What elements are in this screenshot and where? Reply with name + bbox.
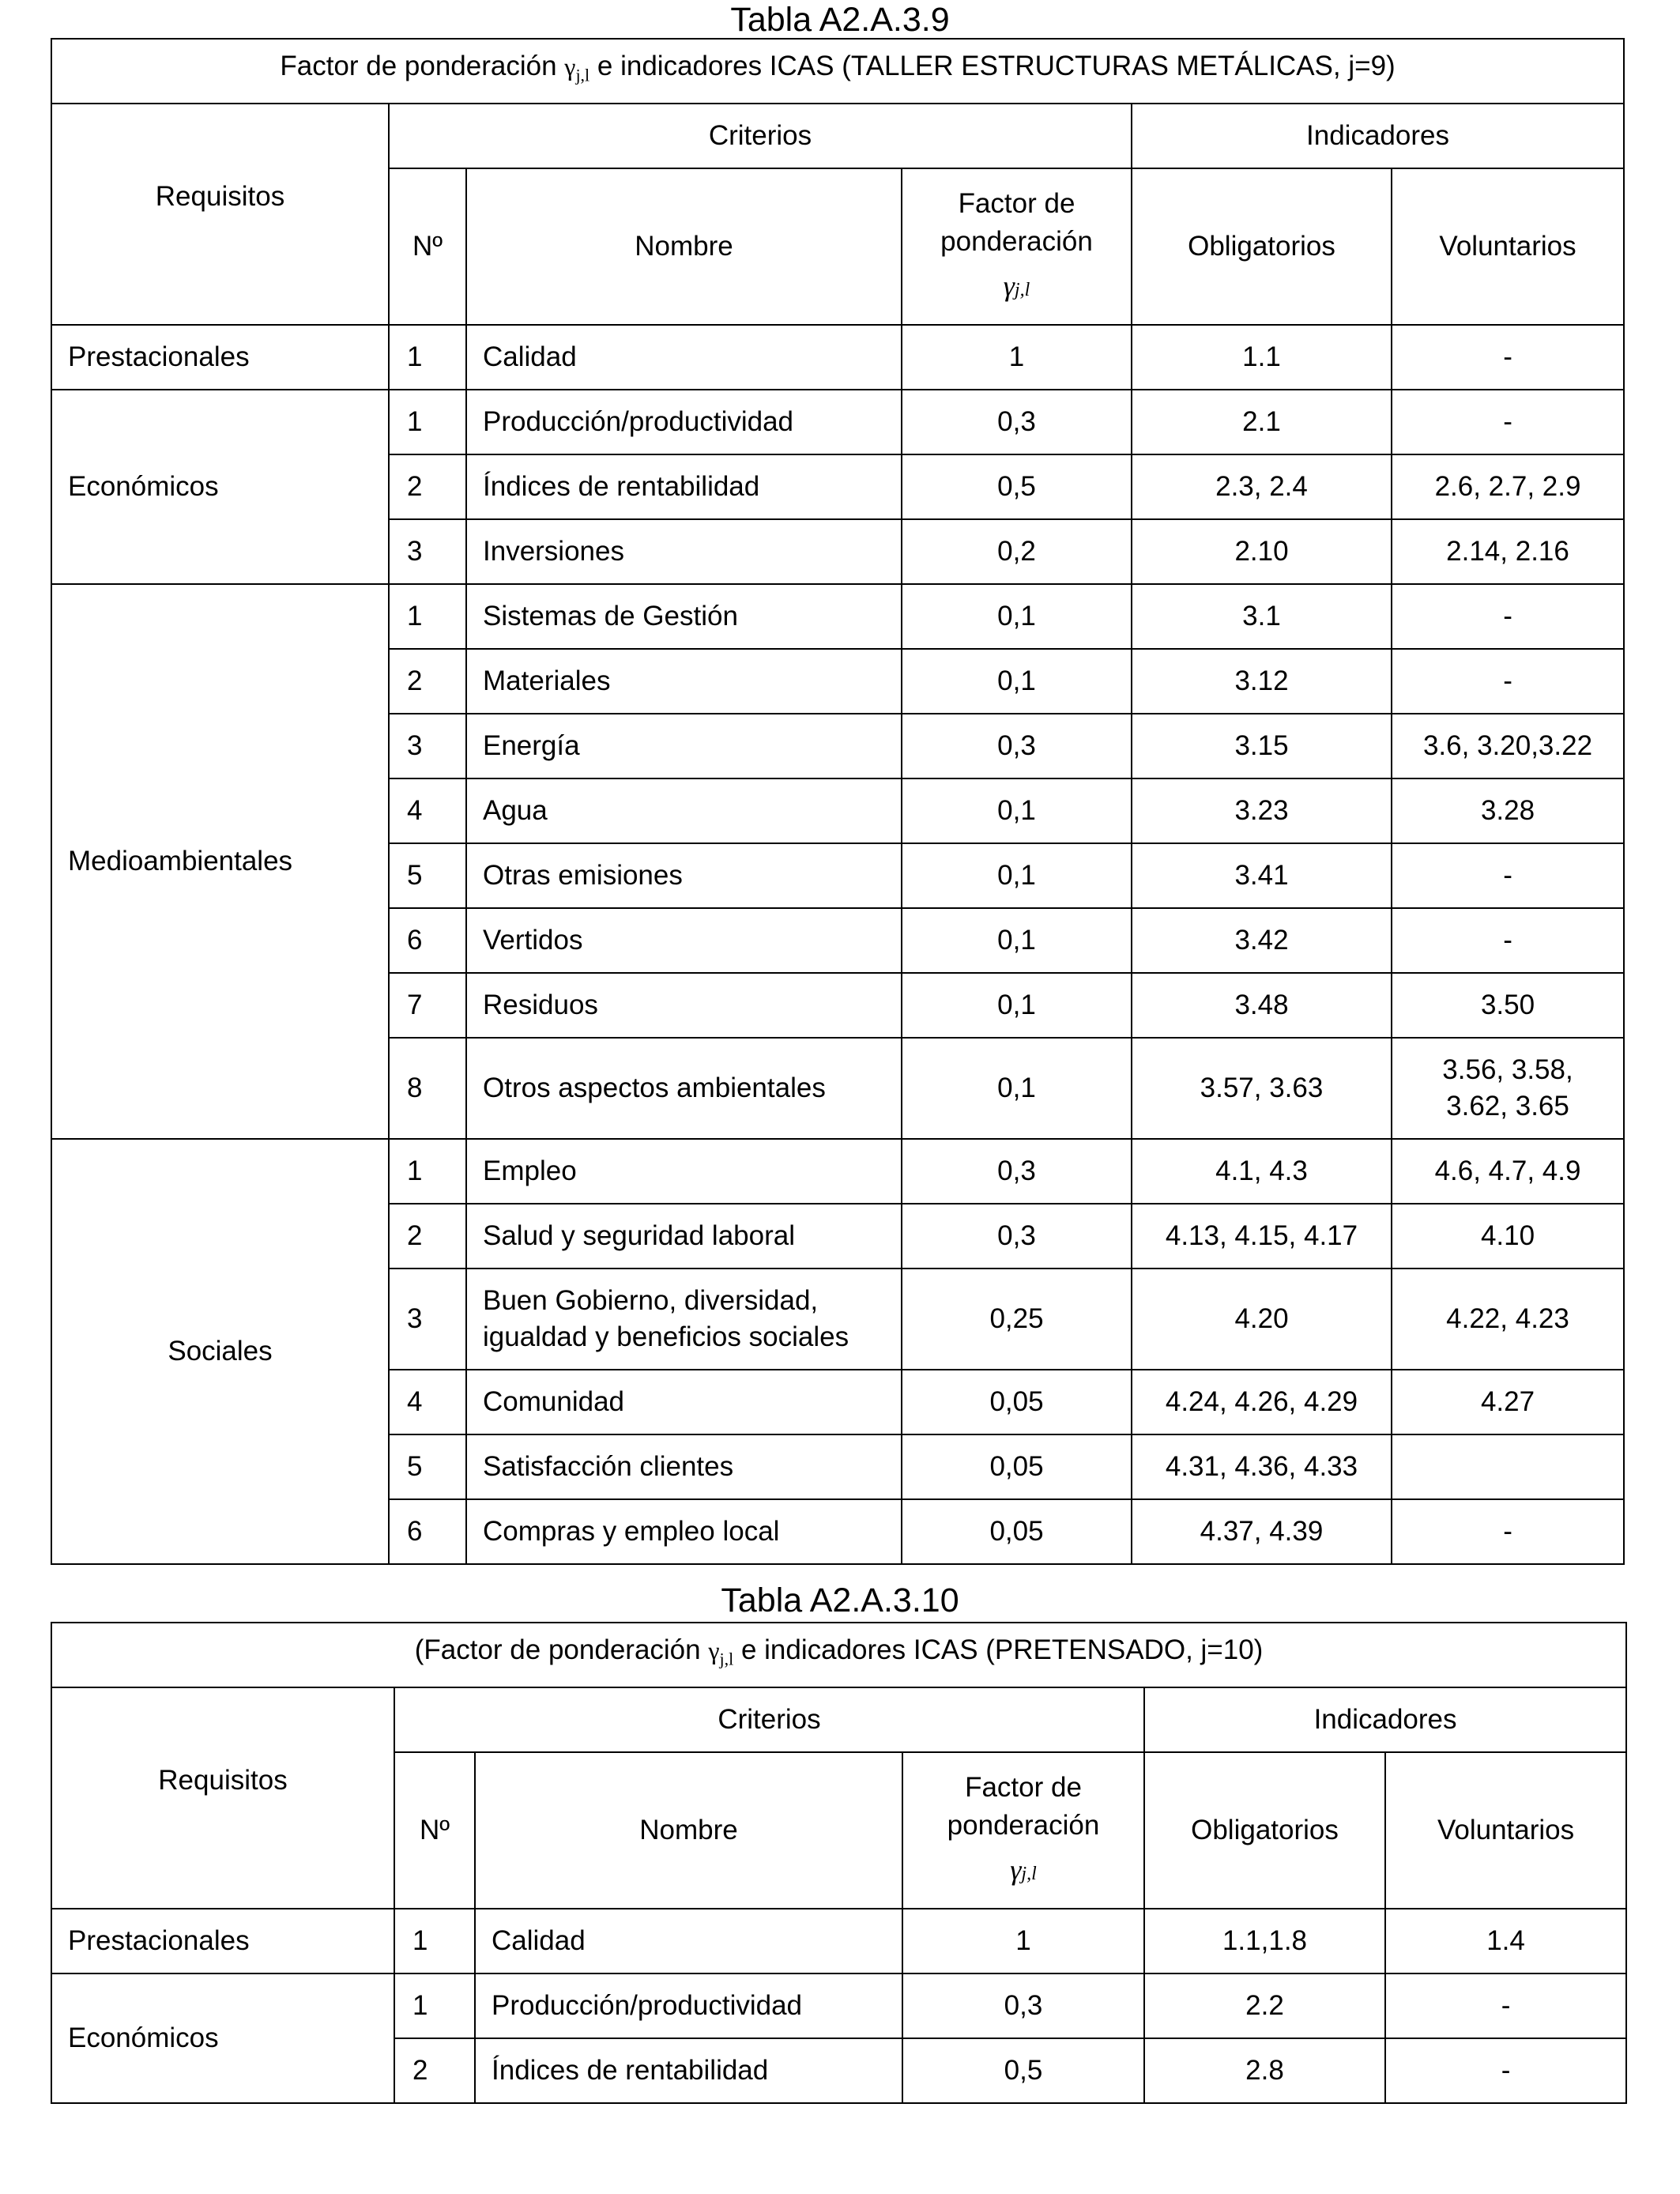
criterion-name: Índices de rentabilidad [466, 454, 902, 519]
header-no: Nº [394, 1752, 475, 1909]
mandatory-indicators: 3.23 [1132, 778, 1392, 843]
header-requisitos: Requisitos [51, 104, 389, 325]
header-requisitos: Requisitos [51, 1687, 394, 1909]
weighting-table [51, 38, 1625, 1565]
criterion-name: Inversiones [466, 519, 902, 584]
weighting-factor: 1 [902, 325, 1132, 390]
criterion-number: 2 [389, 1204, 466, 1269]
table-caption: Tabla A2.A.3.9 [730, 1, 950, 39]
table-title [51, 1623, 1626, 1687]
mandatory-indicators: 2.8 [1144, 2038, 1385, 2103]
criterion-number: 1 [389, 1139, 466, 1204]
criterion-name: Producción/productividad [466, 390, 902, 454]
voluntary-indicators: - [1392, 390, 1624, 454]
weighting-factor: 0,3 [902, 714, 1132, 778]
table-row [51, 584, 1624, 649]
voluntary-indicators: 3.6, 3.20,3.22 [1392, 714, 1624, 778]
criterion-number: 3 [389, 714, 466, 778]
mandatory-indicators: 3.42 [1132, 908, 1392, 973]
mandatory-indicators: 3.15 [1132, 714, 1392, 778]
weighting-factor: 1 [902, 1909, 1144, 1973]
criterion-number: 5 [389, 843, 466, 908]
weighting-factor: 0,1 [902, 908, 1132, 973]
criterion-number: 1 [389, 325, 466, 390]
mandatory-indicators: 2.2 [1144, 1973, 1385, 2038]
requisito-group-label: Medioambientales [51, 584, 389, 1139]
table-title-prefix: Factor de ponderación [280, 51, 565, 82]
table-row [51, 1973, 1626, 2038]
voluntary-indicators: - [1392, 584, 1624, 649]
header-factor [902, 168, 1132, 325]
criterion-number: 6 [389, 1499, 466, 1564]
header-obligatorios: Obligatorios [1144, 1752, 1385, 1909]
criterion-number: 1 [394, 1909, 475, 1973]
criterion-number: 2 [389, 649, 466, 714]
header-factor [902, 1752, 1144, 1909]
criterion-number: 4 [389, 778, 466, 843]
criterion-name: Buen Gobierno, diversidad, igualdad y beneficios sociales [466, 1269, 902, 1370]
weighting-table [51, 1622, 1627, 2104]
mandatory-indicators: 2.10 [1132, 519, 1392, 584]
criterion-number: 7 [389, 973, 466, 1038]
header-criterios: Criterios [394, 1687, 1144, 1752]
criterion-name: Otras emisiones [466, 843, 902, 908]
header-nombre: Nombre [466, 168, 902, 325]
weighting-factor: 0,5 [902, 454, 1132, 519]
criterion-number: 3 [389, 519, 466, 584]
table-row [51, 1909, 1626, 1973]
criterion-number: 2 [389, 454, 466, 519]
voluntary-indicators [1392, 1434, 1624, 1499]
gamma-symbol: $\gamma_{j,l}$ [708, 1636, 734, 1669]
criterion-name: Otros aspectos ambientales [466, 1038, 902, 1139]
header-factor-line1: Factor de [958, 187, 1075, 219]
voluntary-indicators: - [1385, 1973, 1626, 2038]
voluntary-indicators: - [1392, 649, 1624, 714]
weighting-factor: 0,05 [902, 1499, 1132, 1564]
voluntary-indicators: 4.22, 4.23 [1392, 1269, 1624, 1370]
table-row [51, 390, 1624, 454]
requisito-group-label: Prestacionales [51, 325, 389, 390]
criterion-number: 1 [389, 584, 466, 649]
criterion-name: Índices de rentabilidad [475, 2038, 902, 2103]
gamma-symbol: γj,l [1010, 1853, 1037, 1886]
criterion-number: 5 [389, 1434, 466, 1499]
criterion-number: 6 [389, 908, 466, 973]
table-title-suffix: e indicadores ICAS (PRETENSADO, j=10) [733, 1634, 1264, 1666]
criterion-name: Producción/productividad [475, 1973, 902, 2038]
header-obligatorios: Obligatorios [1132, 168, 1392, 325]
voluntary-indicators: - [1392, 1499, 1624, 1564]
table-caption: Tabla A2.A.3.10 [721, 1581, 959, 1619]
criterion-number: 4 [389, 1370, 466, 1434]
header-nombre: Nombre [475, 1752, 902, 1909]
voluntary-indicators: 3.50 [1392, 973, 1624, 1038]
weighting-factor: 0,1 [902, 778, 1132, 843]
criterion-number: 1 [389, 390, 466, 454]
requisito-group-label: Prestacionales [51, 1909, 394, 1973]
header-voluntarios: Voluntarios [1392, 168, 1624, 325]
weighting-factor: 0,1 [902, 1038, 1132, 1139]
weighting-factor: 0,3 [902, 390, 1132, 454]
voluntary-indicators: 2.6, 2.7, 2.9 [1392, 454, 1624, 519]
voluntary-indicators: 4.27 [1392, 1370, 1624, 1434]
criterion-number: 8 [389, 1038, 466, 1139]
gamma-symbol: γj,l [1003, 270, 1030, 302]
weighting-factor: 0,25 [902, 1269, 1132, 1370]
criterion-name: Comunidad [466, 1370, 902, 1434]
weighting-factor: 0,05 [902, 1370, 1132, 1434]
criterion-name: Satisfacción clientes [466, 1434, 902, 1499]
criterion-number: 2 [394, 2038, 475, 2103]
mandatory-indicators: 3.57, 3.63 [1132, 1038, 1392, 1139]
voluntary-indicators: - [1392, 843, 1624, 908]
mandatory-indicators: 4.13, 4.15, 4.17 [1132, 1204, 1392, 1269]
criterion-number: 3 [389, 1269, 466, 1370]
mandatory-indicators: 3.41 [1132, 843, 1392, 908]
gamma-symbol: $\gamma_{j,l}$ [564, 52, 590, 85]
voluntary-indicators: 1.4 [1385, 1909, 1626, 1973]
criterion-number: 1 [394, 1973, 475, 2038]
criterion-name: Salud y seguridad laboral [466, 1204, 902, 1269]
requisito-group-label: Sociales [51, 1139, 389, 1564]
requisito-group-label: Económicos [51, 1973, 394, 2103]
voluntary-indicators: 4.10 [1392, 1204, 1624, 1269]
mandatory-indicators: 4.24, 4.26, 4.29 [1132, 1370, 1392, 1434]
criterion-name: Energía [466, 714, 902, 778]
header-factor-line2: ponderación [940, 225, 1093, 257]
weighting-factor: 0,1 [902, 649, 1132, 714]
criterion-name: Compras y empleo local [466, 1499, 902, 1564]
table-title [51, 39, 1624, 104]
mandatory-indicators: 3.48 [1132, 973, 1392, 1038]
voluntary-indicators: - [1385, 2038, 1626, 2103]
criterion-name: Residuos [466, 973, 902, 1038]
header-indicadores: Indicadores [1144, 1687, 1626, 1752]
header-voluntarios: Voluntarios [1385, 1752, 1626, 1909]
requisito-group-label: Económicos [51, 390, 389, 584]
weighting-factor: 0,05 [902, 1434, 1132, 1499]
voluntary-indicators: 3.28 [1392, 778, 1624, 843]
mandatory-indicators: 4.20 [1132, 1269, 1392, 1370]
header-factor-line1: Factor de [965, 1771, 1082, 1803]
voluntary-indicators: 4.6, 4.7, 4.9 [1392, 1139, 1624, 1204]
header-criterios: Criterios [389, 104, 1132, 168]
mandatory-indicators: 1.1,1.8 [1144, 1909, 1385, 1973]
weighting-factor: 0,3 [902, 1139, 1132, 1204]
mandatory-indicators: 2.3, 2.4 [1132, 454, 1392, 519]
table-row [51, 1139, 1624, 1204]
header-no: Nº [389, 168, 466, 325]
criterion-name: Calidad [475, 1909, 902, 1973]
voluntary-indicators: 3.56, 3.58, 3.62, 3.65 [1392, 1038, 1624, 1139]
criterion-name: Agua [466, 778, 902, 843]
weighting-factor: 0,3 [902, 1204, 1132, 1269]
weighting-factor: 0,2 [902, 519, 1132, 584]
criterion-name: Sistemas de Gestión [466, 584, 902, 649]
weighting-factor: 0,3 [902, 1973, 1144, 2038]
criterion-name: Materiales [466, 649, 902, 714]
mandatory-indicators: 1.1 [1132, 325, 1392, 390]
mandatory-indicators: 3.1 [1132, 584, 1392, 649]
weighting-factor: 0,1 [902, 584, 1132, 649]
weighting-factor: 0,1 [902, 843, 1132, 908]
mandatory-indicators: 4.1, 4.3 [1132, 1139, 1392, 1204]
mandatory-indicators: 4.37, 4.39 [1132, 1499, 1392, 1564]
weighting-factor: 0,5 [902, 2038, 1144, 2103]
table-title-prefix: (Factor de ponderación [414, 1634, 709, 1666]
table-title-suffix: e indicadores ICAS (TALLER ESTRUCTURAS METÁLICAS, j=9) [590, 51, 1396, 82]
header-indicadores: Indicadores [1132, 104, 1624, 168]
criterion-name: Calidad [466, 325, 902, 390]
mandatory-indicators: 4.31, 4.36, 4.33 [1132, 1434, 1392, 1499]
voluntary-indicators: - [1392, 325, 1624, 390]
voluntary-indicators: - [1392, 908, 1624, 973]
criterion-name: Vertidos [466, 908, 902, 973]
mandatory-indicators: 2.1 [1132, 390, 1392, 454]
weighting-factor: 0,1 [902, 973, 1132, 1038]
voluntary-indicators: 2.14, 2.16 [1392, 519, 1624, 584]
criterion-name: Empleo [466, 1139, 902, 1204]
table-row [51, 325, 1624, 390]
mandatory-indicators: 3.12 [1132, 649, 1392, 714]
header-factor-line2: ponderación [947, 1809, 1100, 1841]
